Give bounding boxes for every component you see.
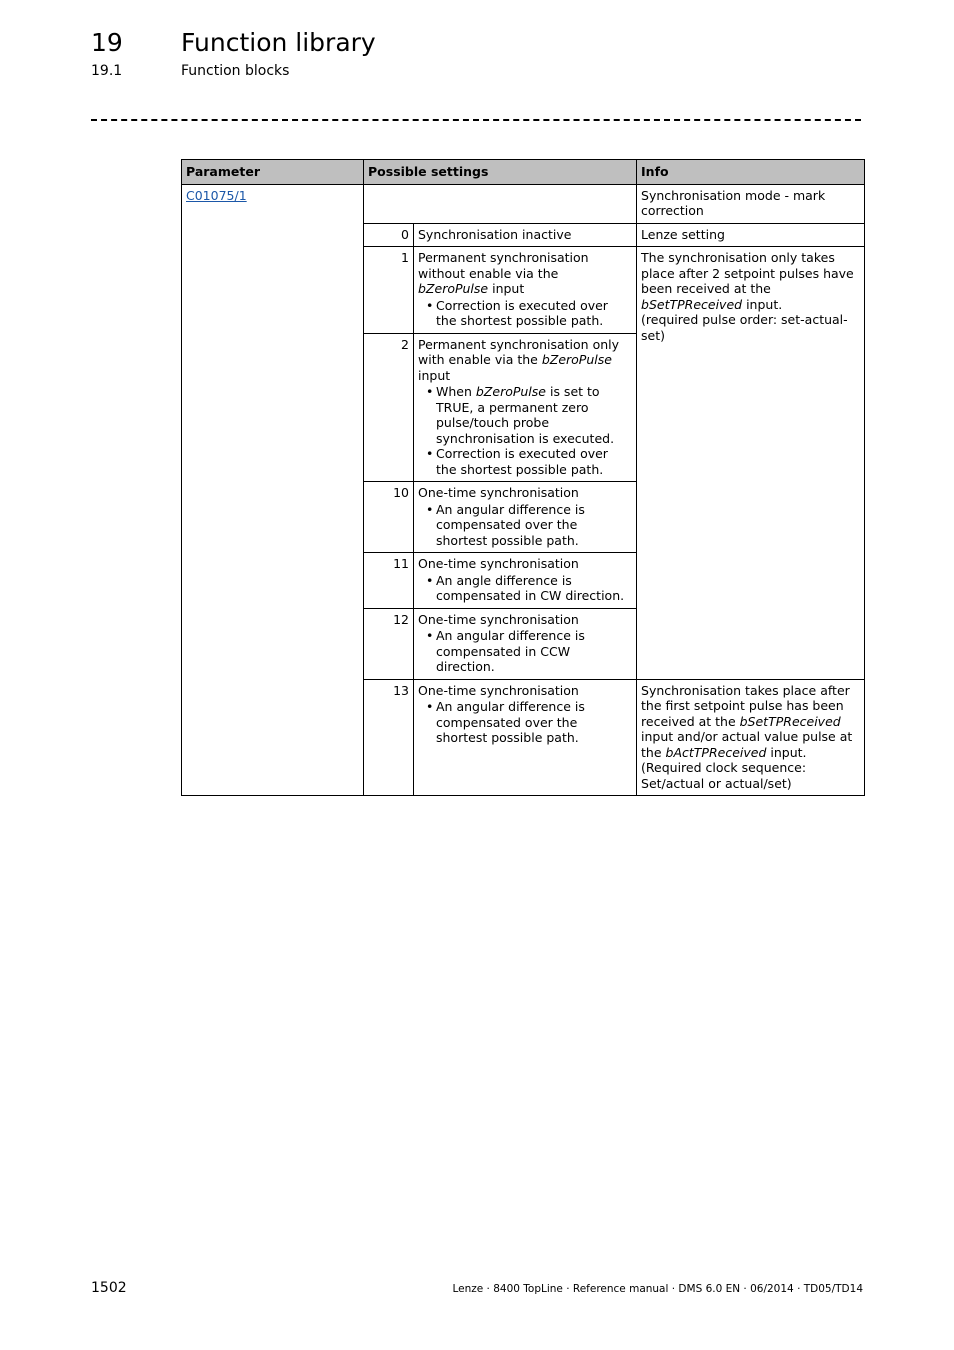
list-item: • An angular difference is compensated over the shortest possible path. xyxy=(436,502,632,549)
list-item: • An angular difference is compensated over the shortest possible path. xyxy=(436,699,632,746)
setting-description: Permanent synchronisation only with enable via the bZeroPulse input • When bZeroPulse is set to TRUE, a permanent zero pulse/touch probe synchronisation is executed. • Correction is executed over the shortest possible path. xyxy=(414,333,637,482)
section-title: Function blocks xyxy=(181,63,290,79)
parameter-cell xyxy=(182,184,364,796)
setting-description: One-time synchronisation • An angular difference is compensated in CCW direction. xyxy=(414,608,637,679)
setting-description: Synchronisation inactive xyxy=(414,223,637,247)
setting-value: 1 xyxy=(364,247,414,334)
setting-info-group-2: Synchronisation takes place after the first setpoint pulse has been received at the bSetTPReceived input and/or actual value pulse at the bActTPReceived input. (Required clock sequence: Set/actual or actual/set) xyxy=(637,679,865,796)
header-parameter: Parameter xyxy=(182,160,364,185)
setting-value: 2 xyxy=(364,333,414,482)
section-number: 19.1 xyxy=(91,63,123,79)
setting-description: One-time synchronisation • An angle difference is compensated in CW direction. xyxy=(414,553,637,609)
header-info: Info xyxy=(637,160,865,185)
parameter-link-c01075-1[interactable]: C01075/1 xyxy=(186,187,247,203)
setting-description: Permanent synchronisation without enable via the bZeroPulse input • Correction is executed over the shortest possible path. xyxy=(414,247,637,334)
list-item: • When bZeroPulse is set to TRUE, a permanent zero pulse/touch probe synchronisation is executed. xyxy=(436,384,632,446)
header-divider xyxy=(91,119,861,121)
chapter-title: Function library xyxy=(181,28,376,57)
settings-empty-cell xyxy=(364,184,637,223)
setting-description: One-time synchronisation • An angular difference is compensated over the shortest possible path. xyxy=(414,679,637,796)
setting-value: 12 xyxy=(364,608,414,679)
footer-document-info: Lenze · 8400 TopLine · Reference manual · DMS 6.0 EN · 06/2014 · TD05/TD14 xyxy=(452,1283,863,1295)
setting-value: 13 xyxy=(364,679,414,796)
page-number: 1502 xyxy=(91,1280,127,1296)
parameter-info: Synchronisation mode - mark correction xyxy=(637,184,865,223)
table-row xyxy=(182,184,865,223)
table-header-row xyxy=(182,160,865,185)
list-item: • An angular difference is compensated in CCW direction. xyxy=(436,628,632,675)
setting-description: One-time synchronisation • An angular difference is compensated over the shortest possible path. xyxy=(414,482,637,553)
list-item: • Correction is executed over the shortest possible path. xyxy=(436,446,632,477)
list-item: • An angle difference is compensated in CW direction. xyxy=(436,573,632,604)
header-possible-settings: Possible settings xyxy=(364,160,637,185)
setting-value: 10 xyxy=(364,482,414,553)
list-item: • Correction is executed over the shortest possible path. xyxy=(436,298,632,329)
setting-value: 11 xyxy=(364,553,414,609)
parameter-table xyxy=(181,159,865,796)
setting-value: 0 xyxy=(364,223,414,247)
setting-info: Lenze setting xyxy=(637,223,865,247)
setting-info-group-1: The synchronisation only takes place after 2 setpoint pulses have been received at the bSetTPReceived input. (required pulse order: set-actual-set) xyxy=(637,247,865,680)
chapter-number: 19 xyxy=(91,28,123,57)
